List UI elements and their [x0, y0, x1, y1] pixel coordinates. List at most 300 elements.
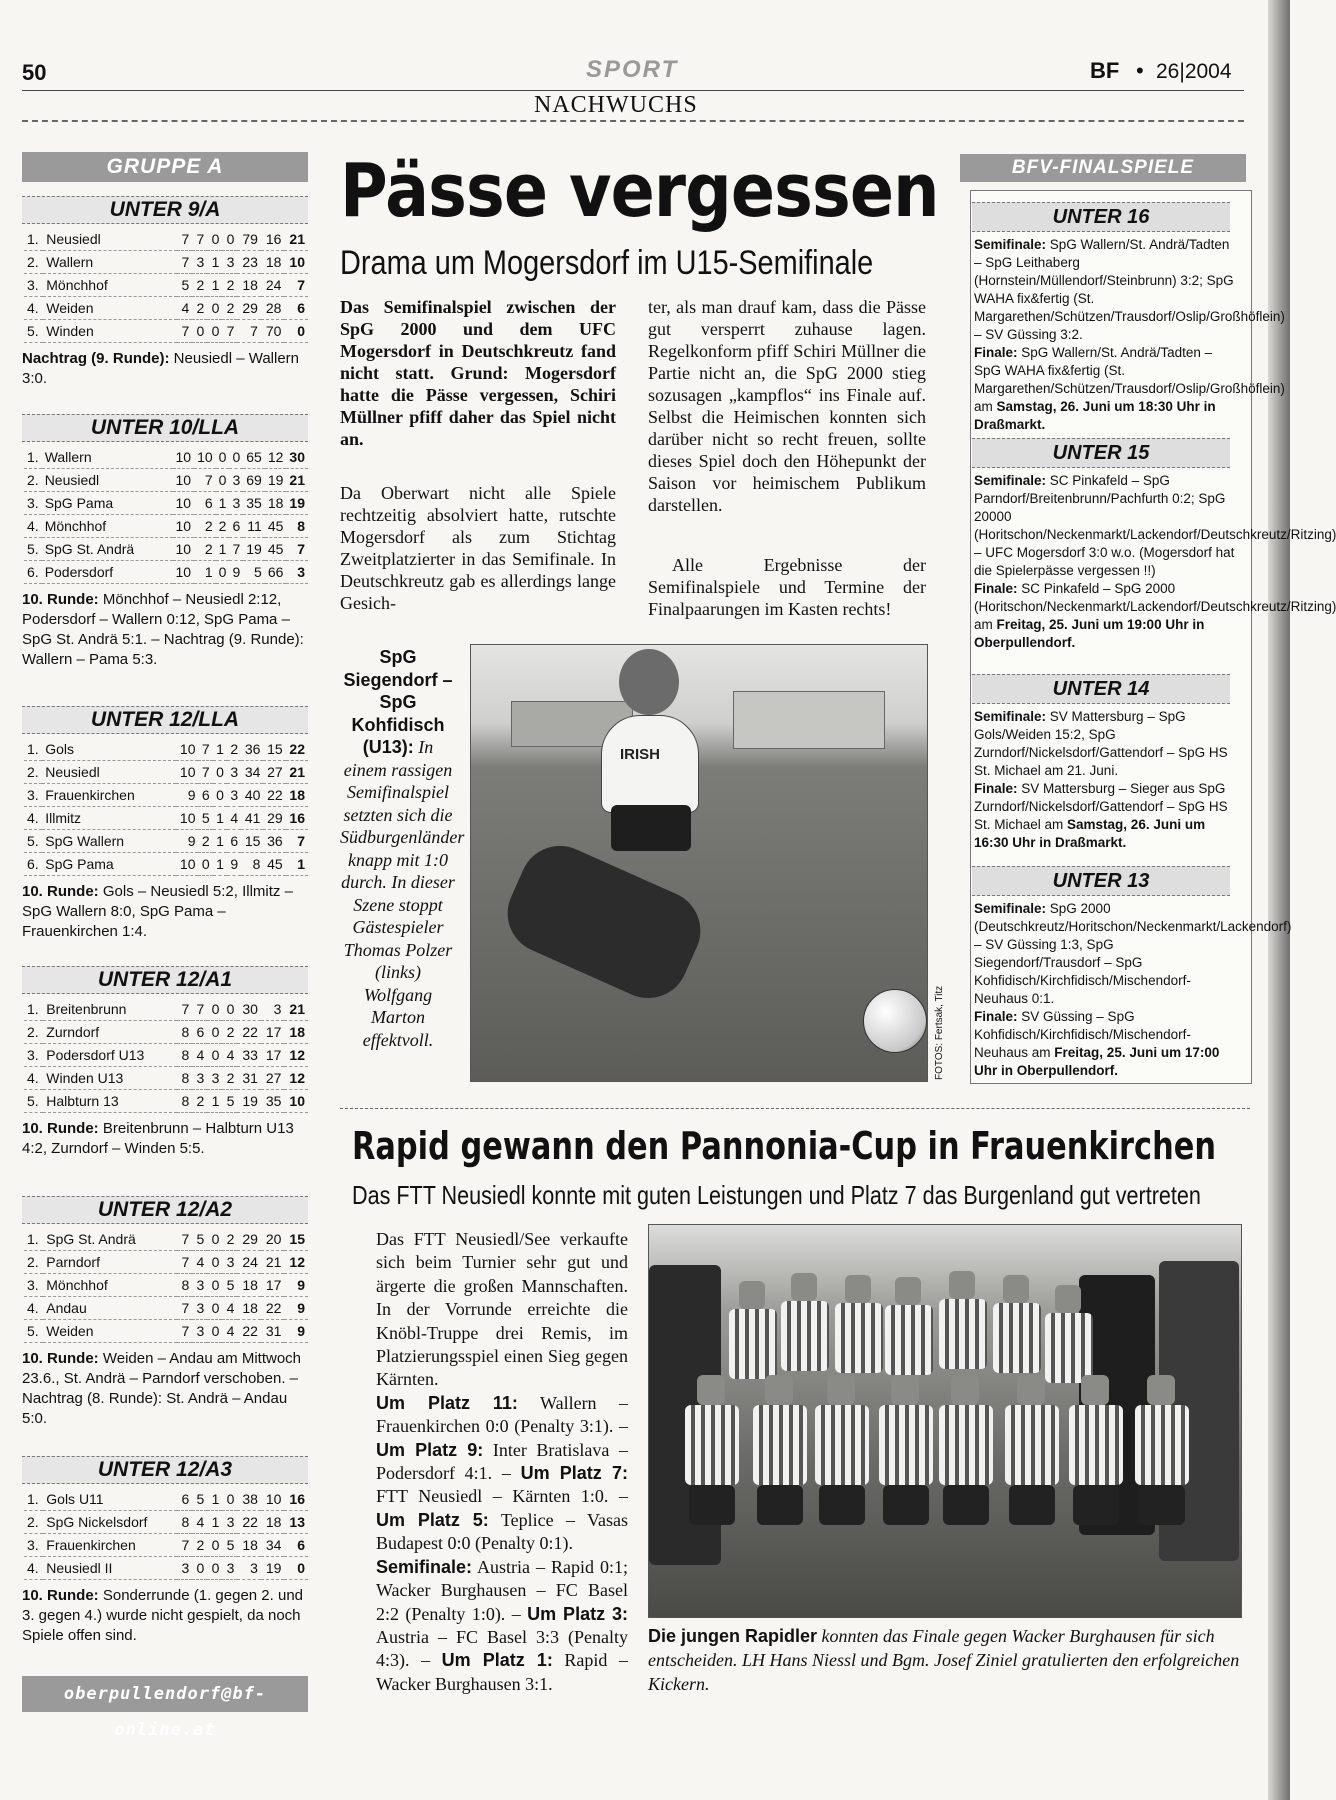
table-cell: 3.: [24, 784, 42, 807]
table-cell: 1: [213, 830, 227, 853]
header-rule: [22, 90, 1244, 91]
table-row: [24, 1044, 308, 1067]
table-cell: 35: [243, 492, 265, 515]
player-shirt: [835, 1303, 883, 1373]
table-cell: 34: [241, 761, 263, 784]
table-cell: 3: [227, 761, 241, 784]
note-label: 10. Runde:: [22, 1120, 99, 1137]
main-col2: ter, als man drauf kam, dass die Pässe gut versperrt zuhause lagen. Regelkonform pfiff Schiri Müllner die Partie nicht an, die SpG 2000 stieg sozusagen „kampflos“ ins Finale auf. Selbst die Heimischen konnten sich darüber nicht so recht freuen, sollte dieses Spiel doch den Höhepunkt der Saison vor heimischem Publikum darstellen.: [648, 297, 926, 515]
final-label: Finale:: [974, 781, 1018, 796]
standings-table: [24, 446, 308, 584]
article-divider: [340, 1108, 1250, 1109]
table-cell: 5: [243, 561, 265, 584]
table-cell: 0: [216, 469, 230, 492]
page-number: 50: [22, 60, 47, 85]
table-cell: 4: [227, 807, 241, 830]
team-name: Wallern: [43, 251, 177, 274]
table-cell: 40: [241, 784, 263, 807]
result-text: Wallern – Frauenkirchen 0:0 (Penalty 3:1). –: [376, 1392, 628, 1437]
table-cell: 2: [222, 1228, 237, 1251]
group-title: UNTER 12/A3: [22, 1456, 308, 1484]
main-lead: Das Semifinalspiel zwischen der SpG 2000 und dem UFC Mogersdorf in Deutschkreutz fand nicht statt. Grund: Mogersdorf hatte die Pässe vergessen, Schiri Müllner pfiff daher das Spiel nicht an.: [340, 297, 616, 449]
table-cell: 18: [237, 274, 261, 297]
table-cell: 6.: [24, 561, 42, 584]
table-cell: 3: [227, 784, 241, 807]
player-shorts: [611, 805, 691, 851]
result-label: Semifinale:: [376, 1556, 473, 1577]
table-cell: 3: [222, 251, 237, 274]
table-cell: 45: [265, 538, 287, 561]
standings-table: [24, 998, 308, 1113]
semifinal-label: Semifinale:: [974, 473, 1047, 488]
table-cell: 7: [198, 761, 212, 784]
table-cell: 18: [286, 784, 308, 807]
team-name: SpG St. Andrä: [42, 538, 173, 561]
group-note: [22, 1119, 308, 1159]
table-cell: 45: [265, 515, 287, 538]
table-cell: 6: [229, 515, 243, 538]
table-cell: 7: [177, 228, 192, 251]
table-cell: 0: [207, 1251, 222, 1274]
placement-results: [376, 1393, 628, 1553]
group-a-bar: GRUPPE A: [22, 152, 308, 182]
table-cell: 1.: [24, 1488, 43, 1511]
team-caption-bold: Die jungen Rapidler: [648, 1626, 818, 1646]
table-cell: 7: [286, 830, 308, 853]
table-cell: 0: [207, 1021, 222, 1044]
building-shape-2: [733, 691, 885, 749]
main-headline: Pässe vergessen: [340, 148, 939, 234]
note-label: 10. Runde:: [22, 1587, 99, 1604]
table-row: [24, 561, 308, 584]
team-name: SpG Pama: [42, 853, 176, 876]
player-shirt: [1069, 1405, 1123, 1485]
table-cell: 18: [265, 492, 287, 515]
table-cell: 5.: [24, 538, 42, 561]
table-cell: 4: [192, 1044, 207, 1067]
team-name: Gols U11: [43, 1488, 177, 1511]
table-cell: 2: [222, 1021, 237, 1044]
team-name: Illmitz: [42, 807, 176, 830]
team-name: Winden U13: [43, 1067, 177, 1090]
result-text: Teplice – Vasas Budapest 0:0 (Penalty 0:1).: [376, 1509, 628, 1554]
table-cell: 36: [263, 830, 285, 853]
table-row: [24, 274, 308, 297]
player-shorts: [1139, 1485, 1185, 1525]
table-row: [24, 446, 308, 469]
semifinal-label: Semifinale:: [974, 709, 1047, 724]
table-cell: 1: [286, 853, 308, 876]
table-cell: 27: [263, 761, 285, 784]
table-cell: 19: [237, 1090, 261, 1113]
player-shirt: [753, 1405, 807, 1485]
table-cell: 4.: [24, 1297, 43, 1320]
table-cell: 6: [194, 492, 216, 515]
table-cell: 3: [237, 1557, 261, 1580]
table-cell: 66: [265, 561, 287, 584]
semifinal-text: SV Mattersburg – SpG Gols/Weiden 15:2, SpG Zurndorf/Nickelsdorf/Gattendorf – SpG HS St. Michael am 21. Juni.: [974, 709, 1228, 778]
team-name: Weiden: [43, 1320, 177, 1343]
table-row: [24, 1021, 308, 1044]
team-name: Parndorf: [43, 1251, 177, 1274]
table-cell: 2: [192, 274, 207, 297]
table-cell: 2.: [24, 1251, 43, 1274]
table-cell: 2: [192, 1534, 207, 1557]
group-note: [22, 590, 308, 670]
table-cell: 45: [263, 853, 285, 876]
main-col2b: Alle Ergebnisse der Semifinalspiele und Termine der Finalpaarungen im Kasten rechts!: [648, 555, 926, 619]
table-cell: 1: [207, 1090, 222, 1113]
table-cell: 31: [261, 1320, 285, 1343]
table-cell: 9: [229, 561, 243, 584]
table-cell: 9: [176, 830, 198, 853]
table-cell: 20: [261, 1228, 285, 1251]
table-cell: 18: [237, 1534, 261, 1557]
table-cell: 10: [194, 446, 216, 469]
finals-section-text: [974, 472, 1336, 652]
table-cell: 8: [177, 1044, 192, 1067]
table-cell: 8: [177, 1511, 192, 1534]
table-cell: 2.: [24, 761, 42, 784]
table-cell: 29: [263, 807, 285, 830]
team-name: Zurndorf: [43, 1021, 177, 1044]
table-cell: 0: [216, 446, 230, 469]
table-cell: 3: [222, 1557, 237, 1580]
final-label: Finale:: [974, 345, 1018, 360]
table-cell: 1: [213, 807, 227, 830]
table-cell: 10: [173, 561, 195, 584]
player-shirt: [815, 1405, 869, 1485]
result-label: Um Platz 1:: [441, 1650, 553, 1671]
result-text: Austria – FC Basel 3:3 (Penalty 4:3). –: [376, 1626, 628, 1671]
group-title: UNTER 9/A: [22, 196, 308, 224]
main-para1: Da Oberwart nicht alle Spiele rechtzeitig absolviert hatte, rutschte Mogersdorf als zum Stichtag Zweitplatzierter in das Semifinale. In Deutschkreutz gab es allerdings lange Gesich-: [340, 483, 616, 613]
table-cell: 1.: [24, 1228, 43, 1251]
finals-section-title: UNTER 15: [972, 438, 1230, 468]
final-date: Freitag, 25. Juni um 17:00 Uhr in Oberpullendorf.: [974, 1045, 1220, 1078]
table-cell: 6: [198, 784, 212, 807]
note-text: Neusiedl – Wallern 3:0.: [22, 350, 300, 387]
table-cell: 10: [176, 761, 198, 784]
table-cell: 0: [207, 1044, 222, 1067]
table-cell: 4.: [24, 297, 43, 320]
table-cell: 16: [284, 1488, 308, 1511]
note-text: Mönchhof – Neusiedl 2:12, Podersdorf – Wallern 0:12, SpG Pama – SpG St. Andrä 5:1. – Nachtrag (9. Runde): Wallern – Pama 5:3.: [22, 591, 304, 668]
standings-table: [24, 1228, 308, 1343]
result-text: Rapid – Wacker Burghausen 3:1.: [376, 1650, 628, 1694]
table-cell: 3: [192, 1067, 207, 1090]
table-cell: 28: [261, 297, 285, 320]
table-cell: 31: [237, 1067, 261, 1090]
table-cell: 0: [207, 1534, 222, 1557]
publication-name: BF: [1090, 58, 1120, 83]
table-cell: 3: [192, 1320, 207, 1343]
final-date: Samstag, 26. Juni um 18:30 Uhr in Draßmarkt.: [974, 399, 1216, 432]
player-head: [791, 1273, 817, 1301]
table-cell: 6: [284, 1534, 308, 1557]
table-cell: 5: [192, 1228, 207, 1251]
table-row: [24, 1090, 308, 1113]
table-cell: 3.: [24, 1044, 43, 1067]
email-bar[interactable]: oberpullendorf@bf-online.at: [22, 1676, 308, 1712]
table-cell: 19: [265, 469, 287, 492]
group-title: UNTER 12/LLA: [22, 706, 308, 734]
note-text: Breitenbrunn – Halbturn U13 4:2, Zurndorf – Winden 5:5.: [22, 1120, 294, 1157]
table-row: [24, 1557, 308, 1580]
table-cell: 0: [216, 561, 230, 584]
football: [863, 989, 927, 1053]
table-cell: 0: [207, 1557, 222, 1580]
table-cell: 7: [229, 538, 243, 561]
table-cell: 21: [284, 228, 308, 251]
player-shirt: [601, 715, 699, 813]
table-row: [24, 1274, 308, 1297]
table-cell: 0: [284, 320, 308, 343]
table-row: [24, 1251, 308, 1274]
table-row: [24, 1067, 308, 1090]
table-cell: 29: [237, 297, 261, 320]
second-body: [376, 1228, 628, 1696]
table-cell: 4.: [24, 1067, 43, 1090]
final-date: Samstag, 26. Juni um 16:30 Uhr in Draßmarkt.: [974, 817, 1206, 850]
final-date: Freitag, 25. Juni um 19:00 Uhr in Oberpullendorf.: [974, 617, 1205, 650]
table-cell: 10: [173, 538, 195, 561]
final-label: Finale:: [974, 1009, 1018, 1024]
table-cell: 0: [222, 1488, 237, 1511]
table-cell: 10: [284, 1090, 308, 1113]
team-caption: [648, 1624, 1248, 1696]
table-cell: 27: [261, 1067, 285, 1090]
table-cell: 24: [261, 274, 285, 297]
table-row: [24, 320, 308, 343]
group-note: [22, 1349, 308, 1429]
table-cell: 0: [192, 320, 207, 343]
table-cell: 0: [222, 228, 237, 251]
table-cell: 5.: [24, 830, 42, 853]
table-cell: 15: [241, 830, 263, 853]
table-cell: 9: [176, 784, 198, 807]
table-row: [24, 1297, 308, 1320]
table-cell: 3: [222, 1511, 237, 1534]
player-shirt: [885, 1305, 933, 1375]
table-cell: 4: [192, 1511, 207, 1534]
player-shorts: [1009, 1485, 1055, 1525]
team-name: Weiden: [43, 297, 177, 320]
table-cell: 21: [284, 998, 308, 1021]
team-name: Mönchhof: [43, 1274, 177, 1297]
player-head: [1081, 1375, 1109, 1405]
table-cell: 3: [192, 1274, 207, 1297]
table-cell: 12: [284, 1067, 308, 1090]
player-head: [895, 1277, 921, 1305]
table-row: [24, 228, 308, 251]
table-cell: 2: [192, 297, 207, 320]
final-text: SpG Wallern/St. Andrä/Tadten – SpG WAHA fix&fertig (St. Margarethen/Schützen/Trausdorf/Oslip/Großhöflein) am: [974, 345, 1285, 414]
table-cell: 0: [284, 1557, 308, 1580]
table-cell: 0: [207, 1297, 222, 1320]
finals-section-title: UNTER 13: [972, 866, 1230, 896]
table-cell: 23: [237, 251, 261, 274]
table-cell: 8: [241, 853, 263, 876]
team-name: SpG Wallern: [42, 830, 176, 853]
table-cell: 2.: [24, 1511, 43, 1534]
table-cell: 7: [192, 998, 207, 1021]
player-head: [697, 1375, 725, 1405]
team-name: Andau: [43, 1297, 177, 1320]
semifinal-text: SpG Wallern/St. Andrä/Tadten – SpG Leithaberg (Hornstein/Müllendorf/Steinbrunn) 3:2; SpG WAHA fix&fertig (St. Margarethen/Schützen/Trausdorf/Oslip/Großhöflein) – SV Güssing 3:2.: [974, 237, 1285, 342]
table-cell: 7: [177, 320, 192, 343]
team-name: Neusiedl: [42, 761, 176, 784]
jersey-text: IRISH: [620, 746, 661, 763]
table-row: [24, 1511, 308, 1534]
player-shorts: [943, 1485, 989, 1525]
second-subhead: Das FTT Neusiedl konnte mit guten Leistungen und Platz 7 das Burgenland gut vertreten: [352, 1180, 1201, 1210]
table-cell: 8: [177, 1021, 192, 1044]
table-cell: 30: [237, 998, 261, 1021]
result-label: Um Platz 5:: [376, 1509, 489, 1530]
table-cell: 10: [173, 469, 195, 492]
player-head: [1147, 1375, 1175, 1405]
group-title: UNTER 10/LLA: [22, 414, 308, 442]
table-cell: 1.: [24, 446, 42, 469]
table-cell: 17: [261, 1021, 285, 1044]
player-shorts: [689, 1485, 735, 1525]
table-cell: 8: [177, 1090, 192, 1113]
table-cell: 4: [222, 1044, 237, 1067]
player-shirt: [939, 1299, 987, 1369]
table-row: [24, 738, 308, 761]
result-label: Um Platz 3:: [527, 1603, 628, 1624]
table-cell: 1: [213, 738, 227, 761]
team-name: Gols: [42, 738, 176, 761]
table-cell: 3: [177, 1557, 192, 1580]
group-title: UNTER 12/A2: [22, 1196, 308, 1224]
table-cell: 22: [237, 1021, 261, 1044]
final-text: SV Mattersburg – Sieger aus SpG Zurndorf/Nickelsdorf/Gattendorf – SpG HS St. Michael am: [974, 781, 1228, 832]
table-cell: 0: [229, 446, 243, 469]
table-cell: 2: [222, 1067, 237, 1090]
team-name: Frauenkirchen: [43, 1534, 177, 1557]
team-photo: [648, 1224, 1242, 1618]
table-cell: 12: [284, 1044, 308, 1067]
page-edge: [1268, 0, 1290, 1800]
section-title: SPORT: [586, 56, 679, 83]
table-cell: 17: [261, 1044, 285, 1067]
table-cell: 6: [284, 297, 308, 320]
issue-number: 26|2004: [1156, 60, 1232, 83]
table-cell: 3.: [24, 492, 42, 515]
table-cell: 3: [261, 998, 285, 1021]
table-cell: 15: [263, 738, 285, 761]
player-shorts: [883, 1485, 929, 1525]
table-cell: 22: [263, 784, 285, 807]
caption-bold: SpG Siegendorf – SpG Kohfidisch (U13):: [343, 647, 453, 757]
table-cell: 6: [227, 830, 241, 853]
table-cell: 36: [241, 738, 263, 761]
team-name: Podersdorf U13: [43, 1044, 177, 1067]
table-cell: 4.: [24, 807, 42, 830]
semifinal-text: SC Pinkafeld – SpG Parndorf/Breitenbrunn/Pachfurth 0:2; SpG 20000 (Horitschon/Neckenmarkt/Lackendorf/Deutschkreutz/Ritzing) – UFC Mogersdorf 3:0 w.o. (Mogersdorf hat die Spielerpässe vergessen !!): [974, 473, 1336, 578]
table-cell: 34: [261, 1534, 285, 1557]
table-cell: 12: [284, 1251, 308, 1274]
table-cell: 1: [216, 538, 230, 561]
table-row: [24, 761, 308, 784]
table-cell: 7: [286, 538, 308, 561]
table-cell: 7: [222, 320, 237, 343]
table-cell: 2.: [24, 469, 42, 492]
table-cell: 2: [194, 538, 216, 561]
table-cell: 9: [227, 853, 241, 876]
table-cell: 29: [237, 1228, 261, 1251]
table-cell: 8: [177, 1274, 192, 1297]
table-cell: 3: [229, 492, 243, 515]
table-cell: 10: [284, 251, 308, 274]
result-text: Austria – Rapid 0:1; Wacker Burghausen – FC Basel 2:2 (Penalty 1:0). –: [376, 1556, 628, 1624]
table-row: [24, 297, 308, 320]
table-cell: 7: [237, 320, 261, 343]
result-label: Um Platz 9:: [376, 1439, 484, 1460]
table-cell: 2: [198, 830, 212, 853]
team-name: Winden: [43, 320, 177, 343]
table-cell: 2: [227, 738, 241, 761]
table-cell: 10: [176, 807, 198, 830]
table-cell: 1.: [24, 738, 42, 761]
table-cell: 70: [261, 320, 285, 343]
note-text: Weiden – Andau am Mittwoch 23.6., St. Andrä – Parndorf verschoben. – Nachtrag (8. Runde): St. Andrä – Andau 5:0.: [22, 1350, 302, 1427]
table-row: [24, 830, 308, 853]
table-row: [24, 538, 308, 561]
table-cell: 7: [177, 1297, 192, 1320]
standings-table: [24, 738, 308, 876]
table-cell: 11: [243, 515, 265, 538]
result-label: Um Platz 7:: [520, 1463, 628, 1484]
table-cell: 1: [194, 561, 216, 584]
table-cell: 0: [207, 228, 222, 251]
standings-table: [24, 1488, 308, 1580]
table-cell: 13: [284, 1511, 308, 1534]
player-shirt: [685, 1405, 739, 1485]
table-cell: 21: [261, 1251, 285, 1274]
table-cell: 2: [222, 297, 237, 320]
table-cell: 3: [192, 251, 207, 274]
table-cell: 6: [177, 1488, 192, 1511]
finals-section-text: [974, 708, 1240, 852]
table-cell: 7: [198, 738, 212, 761]
table-cell: 9: [284, 1297, 308, 1320]
player-shirt: [1045, 1313, 1093, 1383]
table-cell: 10: [261, 1488, 285, 1511]
player-head: [949, 1271, 975, 1299]
team-name: Frauenkirchen: [42, 784, 176, 807]
note-label: 10. Runde:: [22, 883, 99, 900]
player-head: [739, 1281, 765, 1309]
table-cell: 1: [213, 853, 227, 876]
player-head: [827, 1375, 855, 1405]
subsection-title: NACHWUCHS: [534, 92, 698, 118]
table-cell: 22: [286, 738, 308, 761]
table-row: [24, 853, 308, 876]
player-head: [1055, 1285, 1081, 1313]
table-cell: 2.: [24, 1021, 43, 1044]
player-shirt: [939, 1405, 993, 1485]
table-cell: 16: [261, 228, 285, 251]
table-cell: 1: [207, 274, 222, 297]
table-cell: 5: [192, 1488, 207, 1511]
semifinal-text: SpG 2000 (Deutschkreutz/Horitschon/Neckenmarkt/Lackendorf) – SV Güssing 1:3, SpG Siegendorf/Trausdorf – SpG Kohfidisch/Kirchfidisch/Mischendorf-Neuhaus 0:1.: [974, 901, 1292, 1006]
table-cell: 8: [177, 1067, 192, 1090]
table-cell: 0: [213, 761, 227, 784]
table-cell: 38: [237, 1488, 261, 1511]
